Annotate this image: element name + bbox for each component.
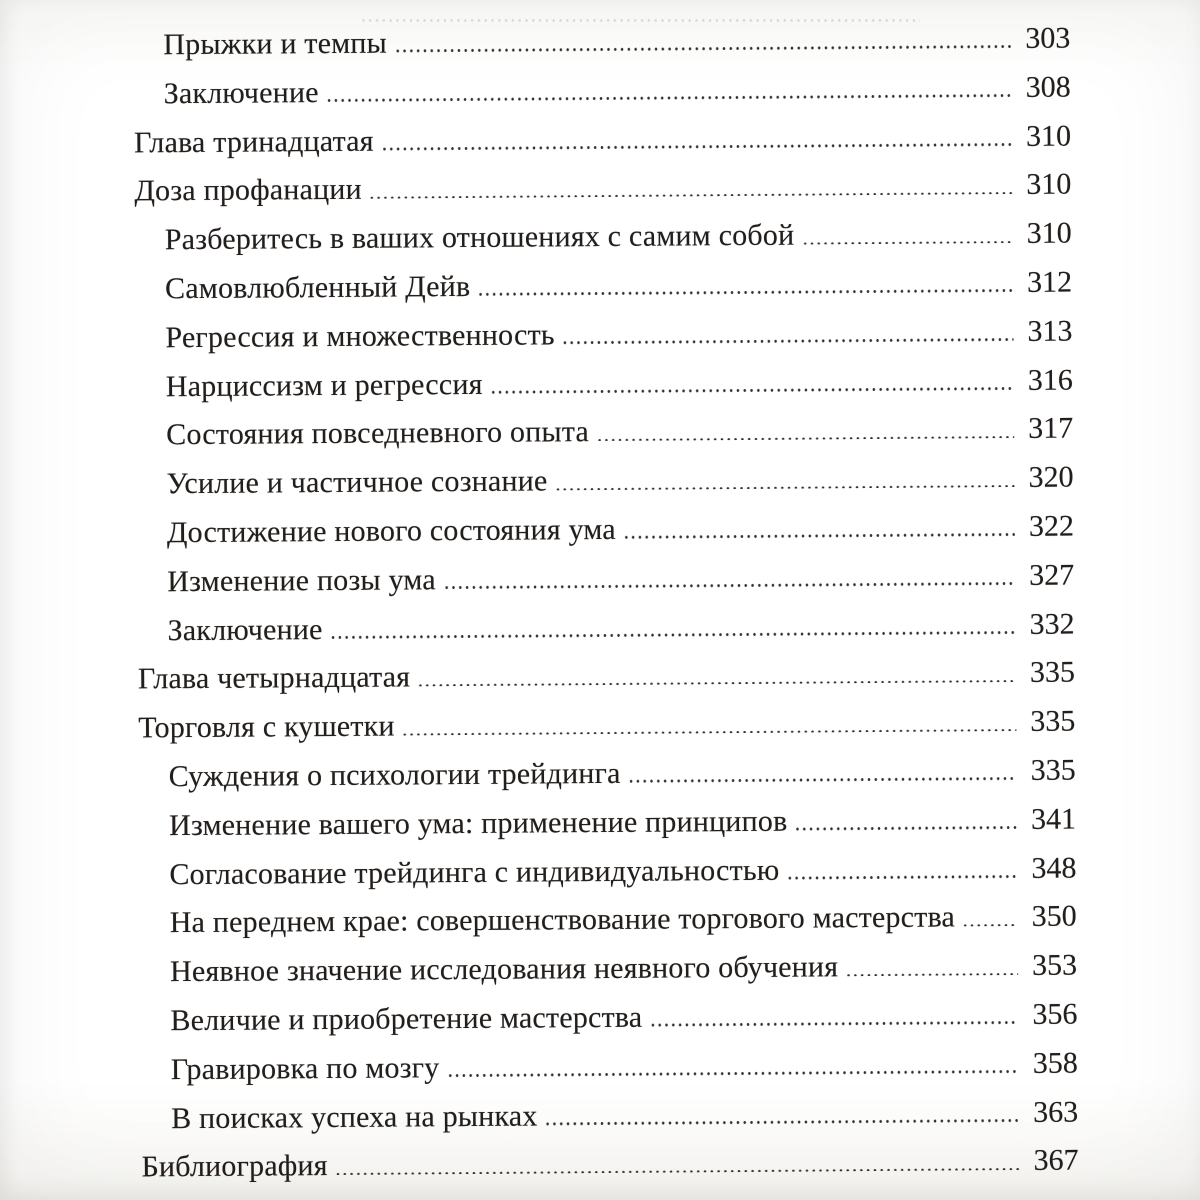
toc-entry-label: На переднем крае: совершенствование торгового мастерства — [169, 900, 956, 940]
toc-row — [137, 503, 1074, 559]
toc-page-number: 332 — [1029, 607, 1075, 641]
toc-entry-label: Разберитесь в ваших отношениях с самим собой — [164, 218, 795, 257]
toc-entry-label: Заключение — [167, 612, 323, 647]
toc-page-number: 317 — [1028, 411, 1074, 446]
toc-entry-label: Библиография — [141, 1149, 328, 1184]
toc-dot-leader — [446, 1070, 1018, 1077]
toc-dot-leader — [962, 924, 1018, 927]
toc-row — [137, 600, 1074, 656]
toc-dot-leader — [845, 973, 1018, 977]
toc-page-number: 327 — [1029, 558, 1075, 592]
toc-dot-leader — [443, 582, 1015, 589]
toc-page-number: 310 — [1026, 216, 1072, 251]
toc-row — [139, 746, 1076, 802]
toc-page-number: 363 — [1033, 1095, 1079, 1129]
toc-entry-label: Доза профанации — [134, 173, 362, 208]
toc-page-number: 335 — [1030, 753, 1076, 787]
toc-dot-leader — [381, 143, 1012, 150]
toc-row — [139, 795, 1076, 851]
toc-page-number: 316 — [1027, 363, 1073, 397]
toc-entry-label: В поисках успеха на рынках — [171, 1099, 538, 1135]
toc-row — [133, 15, 1070, 71]
toc-page-number: 358 — [1032, 1046, 1078, 1080]
toc-dot-leader — [335, 1168, 1020, 1176]
toc-entry-label: Достижение нового состояния ума — [166, 512, 616, 550]
toc-dot-leader — [477, 289, 1013, 296]
toc-page-number: 310 — [1026, 167, 1072, 202]
toc-row — [138, 649, 1075, 705]
toc-entry-label: Усилие и частичное сознание — [166, 464, 548, 501]
toc-row — [140, 990, 1077, 1046]
toc-row — [137, 551, 1074, 607]
toc-dot-leader — [490, 387, 1014, 393]
toc-row — [135, 210, 1072, 266]
toc-page-number: 312 — [1026, 265, 1073, 299]
toc-page-number: 313 — [1027, 314, 1073, 348]
toc-entry-label: Прыжки и темпы — [163, 26, 388, 62]
toc-entry-label: Регрессия и множественность — [165, 318, 555, 354]
toc-page-number: 341 — [1030, 802, 1077, 836]
toc-dot-leader — [649, 1021, 1018, 1026]
toc-entry-label: Глава четырнадцатая — [137, 660, 411, 696]
toc-dot-leader — [623, 533, 1015, 538]
toc-entry-label: Гравировка по мозгу — [170, 1050, 440, 1086]
toc-row — [134, 112, 1071, 168]
toc-row — [136, 356, 1073, 412]
toc-row — [138, 698, 1075, 754]
toc-dot-leader — [786, 875, 1017, 879]
toc-dot-leader — [555, 485, 1015, 491]
toc-row — [134, 63, 1071, 119]
toc-row — [135, 307, 1072, 363]
toc-row — [140, 942, 1077, 998]
toc-entry-label: Нарциссизм и регрессия — [165, 367, 483, 403]
toc-row — [134, 161, 1071, 217]
toc-dot-leader — [326, 94, 1012, 102]
toc-entry-label: Заключение — [163, 75, 319, 110]
toc-dot-leader — [417, 680, 1016, 687]
toc-page-number: 322 — [1028, 509, 1074, 543]
toc-dot-leader — [369, 192, 1013, 199]
toc-row — [136, 454, 1073, 510]
toc-entry-label: Глава тринадцатая — [133, 124, 374, 160]
toc-page-number: 335 — [1029, 655, 1076, 690]
toc-page-number: 350 — [1031, 899, 1077, 934]
toc-entry-label: Величие и приобретение мастерства — [170, 1000, 643, 1038]
toc-dot-leader — [801, 241, 1012, 245]
toc-entry-label: Изменение вашего ума: применение принципов — [168, 804, 788, 842]
toc-row — [136, 405, 1073, 461]
toc-entry-label: Суждения о психологии трейдинга — [168, 756, 621, 794]
toc-page-number: 353 — [1031, 948, 1078, 982]
toc-row — [135, 259, 1072, 315]
toc-page-number: 310 — [1025, 119, 1072, 153]
toc-page-number: 367 — [1033, 1143, 1079, 1178]
toc-page-number: 320 — [1028, 460, 1074, 495]
toc-dot-leader — [596, 436, 1014, 442]
toc-entry-label: Изменение позы ума — [167, 562, 436, 598]
toc-row — [141, 1088, 1078, 1144]
toc-page-number: 348 — [1031, 851, 1077, 885]
toc-dot-leader — [562, 338, 1014, 344]
toc-dot-leader — [394, 45, 1011, 52]
toc-page-number: 308 — [1025, 70, 1071, 104]
toc-dot-leader — [628, 777, 1017, 782]
toc-entry-label: Согласование трейдинга с индивидуальностью — [169, 853, 780, 891]
toc-entry-label: Торговля с кушетки — [138, 709, 395, 745]
toc-entry-label: Неявное значение исследования неявного обучения — [169, 950, 839, 989]
toc-page-number: 335 — [1030, 704, 1076, 739]
toc-page-number: 303 — [1025, 21, 1071, 55]
toc-dot-leader — [330, 631, 1016, 639]
toc-row — [139, 844, 1076, 900]
toc-dot-leader — [402, 729, 1017, 736]
toc-dot-leader — [794, 826, 1017, 830]
toc-list — [133, 15, 1079, 1193]
toc-dot-leader — [545, 1119, 1020, 1125]
toc-page-number: 356 — [1032, 997, 1078, 1031]
toc-row — [141, 1137, 1078, 1193]
toc-entry-label: Самовлюбленный Дейв — [164, 269, 471, 306]
toc-row — [141, 1039, 1078, 1095]
toc-entry-label: Состояния повседневного опыта — [166, 415, 590, 452]
toc-row — [140, 893, 1077, 949]
